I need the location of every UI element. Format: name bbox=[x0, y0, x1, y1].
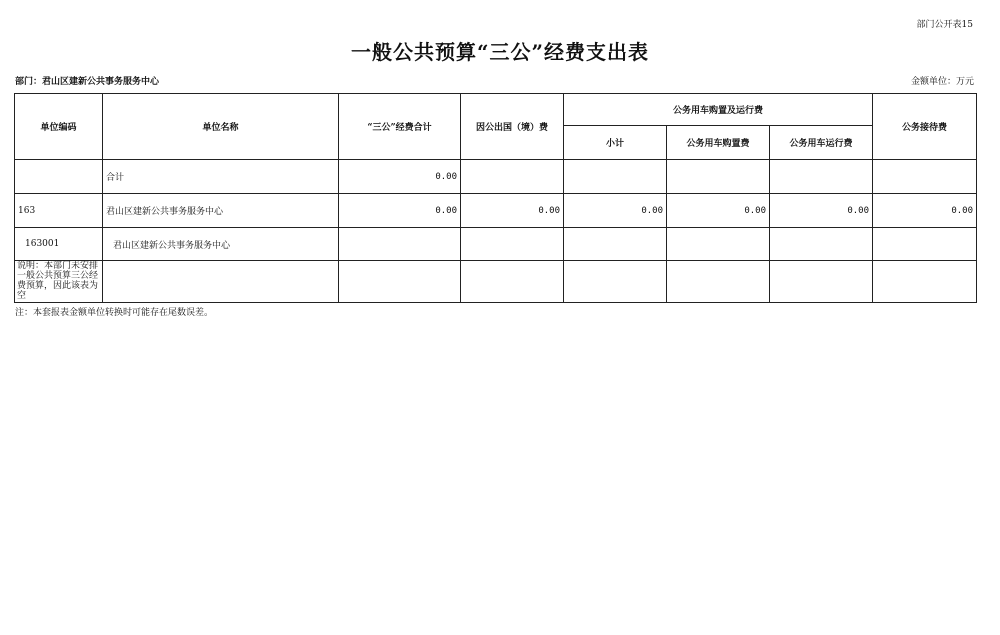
header-reception: 公务接待费 bbox=[873, 94, 977, 160]
header-unit-code: 单位编码 bbox=[15, 94, 103, 160]
header-abroad: 因公出国（境）费 bbox=[461, 94, 564, 160]
cell-operation: 0.00 bbox=[770, 194, 873, 228]
empty-cell bbox=[461, 261, 564, 303]
header-vehicle-purchase: 公务用车购置费 bbox=[667, 126, 770, 160]
cell-purchase bbox=[667, 160, 770, 194]
cell-abroad bbox=[461, 228, 564, 261]
header-sangong-total: “三公”经费合计 bbox=[339, 94, 461, 160]
table-row bbox=[15, 194, 977, 228]
cell-abroad: 0.00 bbox=[461, 194, 564, 228]
empty-cell bbox=[873, 261, 977, 303]
cell-reception: 0.00 bbox=[873, 194, 977, 228]
page-title: 一般公共预算“三公”经费支出表 bbox=[350, 40, 649, 64]
cell-reception bbox=[873, 228, 977, 261]
cell-code bbox=[15, 160, 103, 194]
cell-operation bbox=[770, 228, 873, 261]
cell-total: 0.00 bbox=[339, 160, 461, 194]
amount-unit-label: 金额单位：万元 bbox=[910, 77, 974, 87]
cell-purchase: 0.00 bbox=[667, 194, 770, 228]
note-cell: 说明：本部门未安排一般公共预算三公经费预算，因此该表为空 bbox=[15, 261, 103, 303]
empty-cell bbox=[339, 261, 461, 303]
footnote: 注：本套报表金额单位转换时可能存在尾数误差。 bbox=[15, 308, 214, 318]
cell-subtotal bbox=[564, 160, 667, 194]
header-vehicle-group: 公务用车购置及运行费 bbox=[564, 94, 873, 126]
sangong-expense-table bbox=[14, 93, 977, 303]
cell-name: 君山区建新公共事务服务中心 bbox=[103, 228, 339, 261]
cell-name: 合计 bbox=[103, 160, 339, 194]
cell-code: 163 bbox=[15, 194, 103, 228]
empty-cell bbox=[770, 261, 873, 303]
header-row-1 bbox=[15, 94, 977, 126]
empty-cell bbox=[103, 261, 339, 303]
cell-reception bbox=[873, 160, 977, 194]
table-number-label: 部门公开表15 bbox=[916, 20, 973, 30]
cell-total bbox=[339, 228, 461, 261]
header-subtotal: 小计 bbox=[564, 126, 667, 160]
cell-operation bbox=[770, 160, 873, 194]
empty-cell bbox=[564, 261, 667, 303]
header-vehicle-operation: 公务用车运行费 bbox=[770, 126, 873, 160]
cell-code: 163001 bbox=[15, 228, 103, 261]
cell-subtotal bbox=[564, 228, 667, 261]
table-row bbox=[15, 160, 977, 194]
department-label: 部门：君山区建新公共事务服务中心 bbox=[15, 77, 160, 87]
cell-purchase bbox=[667, 228, 770, 261]
cell-total: 0.00 bbox=[339, 194, 461, 228]
header-unit-name: 单位名称 bbox=[103, 94, 339, 160]
empty-cell bbox=[667, 261, 770, 303]
cell-abroad bbox=[461, 160, 564, 194]
cell-name: 君山区建新公共事务服务中心 bbox=[103, 194, 339, 228]
cell-subtotal: 0.00 bbox=[564, 194, 667, 228]
note-row bbox=[15, 261, 977, 303]
table-row bbox=[15, 228, 977, 261]
